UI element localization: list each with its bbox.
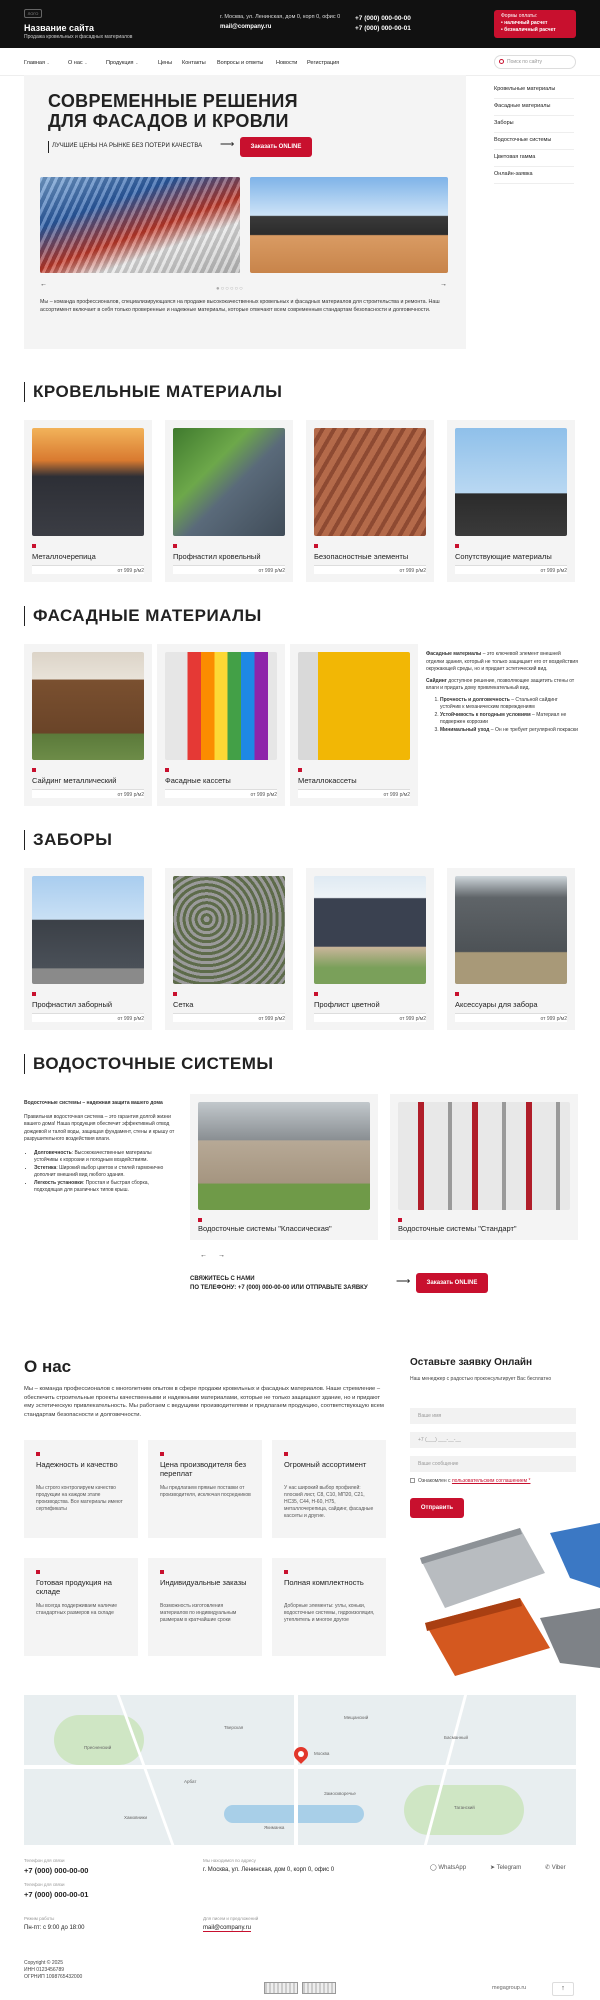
footer-email-label: Для писем и предложений	[203, 1916, 259, 1921]
nav-item-faq[interactable]: Вопросы и ответы	[217, 60, 264, 66]
map-label: Тверская	[224, 1725, 244, 1730]
product-name: Водосточные системы "Стандарт"	[398, 1224, 517, 1233]
checkbox-icon[interactable]	[410, 1478, 415, 1483]
product-name: Водосточные системы "Классическая"	[198, 1224, 332, 1233]
footer-phone-label: Телефон для связи	[24, 1858, 65, 1863]
product-price: от 999 р/м2	[32, 1013, 144, 1022]
name-field[interactable]: Ваше имя	[410, 1408, 576, 1424]
red-marker	[32, 544, 36, 548]
footer-phone-2[interactable]: +7 (000) 000-00-01	[24, 1890, 89, 1899]
feature-card	[24, 1558, 138, 1656]
feature-desc: Доборные элементы: углы, коньки, водосточные системы, гидроизоляция, утеплитель и многое другое	[284, 1603, 375, 1623]
red-marker	[398, 1218, 402, 1222]
product-price: от 999 р/м2	[298, 789, 410, 798]
header-phone-1[interactable]: +7 (000) 000-00-00	[355, 15, 411, 22]
red-marker	[36, 1570, 40, 1574]
form-description: Наш менеджер с радостью проконсультирует Вас бесплатно	[410, 1376, 552, 1382]
product-card[interactable]	[290, 644, 418, 806]
message-field[interactable]: Ваше сообщение	[410, 1456, 576, 1472]
feature-card	[272, 1440, 386, 1538]
footer-legal	[24, 1960, 82, 1981]
call-line-2: ПО ТЕЛЕФОНУ: +7 (000) 000-00-00 ИЛИ ОТПРАВЬТЕ ЗАЯВКУ	[190, 1285, 368, 1291]
product-card[interactable]	[447, 868, 575, 1030]
viber-icon: ✆	[545, 1865, 551, 1871]
red-marker	[314, 544, 318, 548]
carousel-prev-arrow-icon[interactable]: ←	[200, 1252, 207, 1259]
copyright: Copyright © 2025	[24, 1960, 63, 1966]
sidebar-item-online-order[interactable]: Онлайн-заявка	[494, 167, 574, 184]
about-text: Мы – команда профессионалов с многолетним опытом в сфере продажи кровельных и фасадных материалов. Наше стремление – обеспечить строительные проекты качественными и надежными материалами, которые не только защищают здание, но и придают ему эстетическую привлекательность. Мы работаем с ведущими производителями и предлагаем продукцию, соответствующую всем стандартам безопасности и долговечности.	[24, 1386, 384, 1418]
list-item: • Легкость установки: Простая и быстрая сборка, подходящая для различных типов крыш.	[34, 1180, 176, 1195]
slider-next-arrow-icon[interactable]: →	[440, 281, 447, 288]
product-image	[173, 876, 285, 984]
product-name: Металлокассеты	[298, 776, 357, 785]
footer-address: г. Москва, ул. Ленинская, дом 0, корп 0, офис 0	[203, 1867, 335, 1873]
footer-hours-label: Режим работы	[24, 1916, 55, 1921]
product-name: Металлочерепица	[32, 552, 96, 561]
nav-item-products[interactable]: Продукция ⌄	[106, 60, 139, 66]
payment-cash: • наличный расчет	[501, 20, 548, 26]
map-park	[404, 1785, 524, 1835]
product-card[interactable]	[165, 868, 293, 1030]
nav-item-about[interactable]: О нас ⌄	[68, 60, 88, 66]
drainage-section-title: ВОДОСТОЧНЫЕ СИСТЕМЫ	[24, 1054, 274, 1074]
map-road	[294, 1695, 298, 1845]
list-item: 2. Устойчивость к погодным условиям – Материал не подвержен коррозии	[440, 712, 578, 727]
counter-badge-2[interactable]	[302, 1982, 336, 1994]
map-label: Мещанский	[344, 1715, 369, 1720]
slider-image-metal-sheets	[40, 177, 240, 273]
product-price: от 999 р/м2	[173, 1013, 285, 1022]
chevron-down-icon: ⌄	[84, 60, 88, 65]
feature-card	[148, 1440, 262, 1538]
footer-hours: Пн-пт: с 9:00 до 18:00	[24, 1925, 85, 1931]
telegram-icon: ➤	[490, 1865, 496, 1871]
consent-text: Ознакомлен с	[418, 1478, 452, 1484]
map-label: Басманный	[444, 1735, 469, 1740]
search-input[interactable]	[494, 55, 576, 69]
product-price: от 999 р/м2	[455, 565, 567, 574]
red-marker	[284, 1452, 288, 1456]
red-marker	[36, 1452, 40, 1456]
footer-phone-2-label: Телефон для связи	[24, 1882, 65, 1887]
contact-call-text	[190, 1275, 368, 1293]
terms-link[interactable]: пользовательским соглашением *	[451, 1478, 531, 1484]
red-marker	[314, 992, 318, 996]
form-title: Оставьте заявку Онлайн	[410, 1357, 533, 1368]
silver-sheet	[420, 1528, 545, 1608]
product-card[interactable]	[390, 1094, 578, 1240]
drainage-description	[24, 1100, 176, 1195]
search-icon	[499, 59, 504, 64]
product-name: Профнастил заборный	[32, 1000, 113, 1009]
product-card[interactable]	[306, 420, 434, 582]
phone-field[interactable]: +7 (___) ___-__-__	[410, 1432, 576, 1448]
product-card[interactable]	[165, 420, 293, 582]
red-marker	[32, 768, 36, 772]
blue-sheet	[550, 1523, 600, 1588]
header-address: г. Москва, ул. Ленинская, дом 0, корп 0, офис 0	[220, 14, 341, 20]
product-image	[32, 876, 144, 984]
sidebar-item-facade[interactable]: Фасадные материалы	[494, 99, 574, 116]
red-marker	[165, 768, 169, 772]
product-name: Сайдинг металлический	[32, 776, 117, 785]
product-card[interactable]	[24, 420, 152, 582]
map-label: Пресненский	[84, 1745, 112, 1750]
nav-item-contacts[interactable]: Контакты	[182, 60, 206, 66]
feature-title: Огромный ассортимент	[284, 1460, 367, 1469]
feature-desc: Мы предлагаем прямые поставки от производителя, исключая посредников	[160, 1485, 251, 1498]
product-image	[298, 652, 410, 760]
sidebar-item-roofing[interactable]: Кровельные материалы	[494, 82, 574, 99]
hero-title-line-1: СОВРЕМЕННЫЕ РЕШЕНИЯ	[48, 91, 298, 111]
hero-tagline: ЛУЧШИЕ ЦЕНЫ НА РЫНКЕ БЕЗ ПОТЕРИ КАЧЕСТВА	[52, 143, 203, 149]
hero-description: Мы – команда профессионалов, специализирующаяся на продаже высококачественных кровельных и фасадных материалов для строительства и ремонта. Наш ассортимент включает в себя только проверенные и надежные материалы, которые отвечают всем современным стандартам безопасности и долговечности.	[40, 299, 440, 313]
chevron-down-icon: ⌄	[46, 60, 50, 65]
social-telegram[interactable]: ➤ Telegram	[490, 1865, 522, 1871]
footer-email[interactable]: mail@company.ru	[203, 1925, 251, 1931]
facade-desc-1: – это ключевой элемент внешней отделки здания, который не только защищает его от воздействия окружающей среды, но и придает эстетический вид.	[426, 651, 578, 672]
product-name: Сопутствующие материалы	[455, 552, 552, 561]
sidebar-item-fences[interactable]: Заборы	[494, 116, 574, 133]
product-name: Фасадные кассеты	[165, 776, 231, 785]
drainage-intro-bold: Водосточные системы – надежная защита вашего дома	[24, 1100, 163, 1106]
nav-item-home[interactable]: Главная ⌄	[24, 60, 50, 66]
nav-item-prices[interactable]: Цены	[158, 60, 173, 66]
feature-title: Полная комплектность	[284, 1578, 364, 1587]
social-whatsapp[interactable]: ◯ WhatsApp	[430, 1865, 467, 1871]
header-email[interactable]: mail@company.ru	[220, 24, 272, 30]
map-label: Замоскворечье	[324, 1791, 356, 1796]
product-name: Сетка	[173, 1000, 194, 1009]
call-line-1: СВЯЖИТЕСЬ С НАМИ	[190, 1276, 255, 1282]
site-title[interactable]: Название сайта	[24, 23, 95, 33]
product-name: Профнастил кровельный	[173, 552, 261, 561]
site-subtitle: Продажа кровельных и фасадных материалов	[24, 34, 133, 40]
footer-address-label: Мы находимся по адресу	[203, 1858, 256, 1863]
list-item: • Долговечность: Высококачественные материалы устойчивы к коррозии и погодным воздействиям.	[34, 1150, 176, 1165]
feature-card	[148, 1558, 262, 1656]
consent-checkbox[interactable]	[410, 1478, 530, 1484]
map-road	[117, 1695, 175, 1845]
feature-title: Готовая продукция на складе	[36, 1578, 112, 1596]
red-marker	[173, 544, 177, 548]
product-image	[398, 1102, 570, 1210]
map-road	[24, 1765, 576, 1769]
red-marker	[160, 1452, 164, 1456]
sidebar-menu	[494, 82, 574, 184]
map-label: Арбат	[184, 1779, 197, 1784]
feature-title: Цена производителя без переплат	[160, 1460, 247, 1478]
roofing-section-title: КРОВЕЛЬНЫЕ МАТЕРИАЛЫ	[24, 382, 282, 402]
feature-desc: У нас широкий выбор профилей: плоский лист, С8, С10, МП20, С21, НС35, С44, Н-60, Н75, металлочерепица, сайдинг, фасадные кассеты и другие.	[284, 1485, 374, 1519]
feature-card	[272, 1558, 386, 1656]
slider-image-house-roof	[250, 177, 448, 273]
product-image	[314, 876, 426, 984]
red-marker	[160, 1570, 164, 1574]
developer-link[interactable]: megagroup.ru	[492, 1985, 527, 1991]
product-price: от 999 р/м2	[32, 789, 144, 798]
product-image	[455, 876, 567, 984]
payment-card: • безналичный расчет	[501, 27, 556, 33]
product-card[interactable]	[24, 644, 152, 806]
submit-button[interactable]: Отправить	[410, 1498, 464, 1518]
orange-tile-sheet	[425, 1598, 550, 1676]
red-marker	[455, 992, 459, 996]
product-card[interactable]	[24, 868, 152, 1030]
map-label: Хамовники	[124, 1815, 147, 1820]
feature-desc: Мы строго контролируем качество продукции на каждом этапе производства. Все материалы имеют сертификаты	[36, 1485, 123, 1512]
whatsapp-icon: ◯	[430, 1865, 437, 1871]
product-image	[198, 1102, 370, 1210]
red-marker	[455, 544, 459, 548]
hero-section	[24, 75, 466, 349]
product-card[interactable]	[157, 644, 285, 806]
facade-desc-1-bold: Фасадные материалы	[426, 651, 482, 657]
carousel-next-arrow-icon[interactable]: →	[218, 1252, 225, 1259]
metal-sheets-image	[410, 1518, 600, 1678]
product-image	[32, 652, 144, 760]
search-placeholder: Поиск по сайту	[507, 59, 543, 65]
sidebar-item-colors[interactable]: Цветовая гамма	[494, 150, 574, 167]
product-price: от 999 р/м2	[32, 565, 144, 574]
list-item: 3. Минимальный уход – Он не требует регулярной покраски	[440, 727, 578, 735]
product-image	[455, 428, 567, 536]
feature-title: Надежность и качество	[36, 1460, 118, 1469]
site-logo[interactable]: ЛОГО	[24, 9, 42, 18]
drainage-intro: Правильная водосточная система – это гарантия долгой жизни вашего дома! Наша продукция обеспечит эффективный отвод дождевой и талой воды, защищая фундамент, стены и крышу от разрушительного воздействия влаги.	[24, 1113, 175, 1142]
product-name: Безопасностные элементы	[314, 552, 409, 561]
gray-sheet	[540, 1608, 600, 1668]
red-marker	[32, 992, 36, 996]
product-price: от 999 р/м2	[455, 1013, 567, 1022]
map-label: Якиманка	[264, 1825, 285, 1830]
product-price: от 999 р/м2	[314, 565, 426, 574]
product-name: Аксессуары для забора	[455, 1000, 538, 1009]
chevron-down-icon: ⌄	[135, 60, 139, 65]
slider-dots[interactable]: ●○○○○○	[216, 286, 244, 292]
product-image	[173, 428, 285, 536]
product-image	[165, 652, 277, 760]
counter-badge-1[interactable]	[264, 1982, 298, 1994]
payment-methods-box	[494, 10, 576, 38]
hero-order-button[interactable]: Заказать ONLINE	[240, 137, 312, 157]
facade-description	[426, 651, 578, 734]
red-marker	[198, 1218, 202, 1222]
feature-desc: Возможность изготовления материалов по индивидуальным размерам в кратчайшие сроки	[160, 1603, 237, 1623]
map-park	[54, 1715, 144, 1765]
nav-item-register[interactable]: Регистрация	[307, 60, 340, 66]
about-title: О нас	[24, 1357, 72, 1376]
facade-desc-2: доступное решение, позволяющее защитить стены от влаги и придать дому привлекательный вид.	[426, 677, 575, 691]
drainage-order-button[interactable]: Заказать ONLINE	[416, 1273, 488, 1293]
map-label: Москва	[314, 1751, 330, 1756]
list-item: • Эстетика: Широкий выбор цветов и стилей гармонично дополнит внешний вид любого здания.	[34, 1165, 176, 1180]
red-marker	[298, 768, 302, 772]
feature-title: Индивидуальные заказы	[160, 1578, 247, 1587]
facade-desc-2-bold: Сайдинг	[426, 677, 447, 684]
fences-section-title: ЗАБОРЫ	[24, 830, 112, 850]
red-marker	[284, 1570, 288, 1574]
inn: ИНН 0123456789	[24, 1967, 65, 1973]
facade-section-title: ФАСАДНЫЕ МАТЕРИАЛЫ	[24, 606, 262, 626]
social-viber[interactable]: ✆ Viber	[545, 1865, 566, 1871]
product-card[interactable]	[190, 1094, 378, 1240]
red-marker	[173, 992, 177, 996]
arrow-right-icon: ⟶	[396, 1276, 411, 1287]
header-phone-2[interactable]: +7 (000) 000-00-01	[355, 25, 411, 32]
product-card[interactable]	[447, 420, 575, 582]
feature-desc: Мы всегда поддерживаем наличие стандартных размеров на складе	[36, 1603, 118, 1616]
arrow-right-icon: ⟶	[220, 139, 235, 150]
product-card[interactable]	[306, 868, 434, 1030]
feature-card	[24, 1440, 138, 1538]
location-map[interactable]	[24, 1695, 576, 1845]
sidebar-item-drainage[interactable]: Водосточные системы	[494, 133, 574, 150]
ogrn: ОГРНИП 1098765432000	[24, 1974, 83, 1980]
slider-prev-arrow-icon[interactable]: ←	[40, 281, 47, 288]
list-item: 1. Прочность и долговечность – Стальной сайдинг устойчив к механическим повреждениям	[440, 697, 578, 712]
site-header	[0, 0, 600, 48]
footer-phone[interactable]: +7 (000) 000-00-00	[24, 1866, 89, 1875]
product-price: от 999 р/м2	[314, 1013, 426, 1022]
product-price: от 999 р/м2	[165, 789, 277, 798]
product-image	[314, 428, 426, 536]
product-name: Профлист цветной	[314, 1000, 380, 1009]
product-image	[32, 428, 144, 536]
product-price: от 999 р/м2	[173, 565, 285, 574]
scroll-to-top-button[interactable]: ↑	[552, 1982, 574, 1996]
payment-title: Формы оплаты:	[501, 13, 538, 19]
nav-item-news[interactable]: Новости	[276, 60, 298, 66]
hero-title	[48, 91, 308, 131]
hero-title-line-2: ДЛЯ ФАСАДОВ И КРОВЛИ	[48, 111, 289, 131]
map-label: Таганский	[454, 1805, 475, 1810]
